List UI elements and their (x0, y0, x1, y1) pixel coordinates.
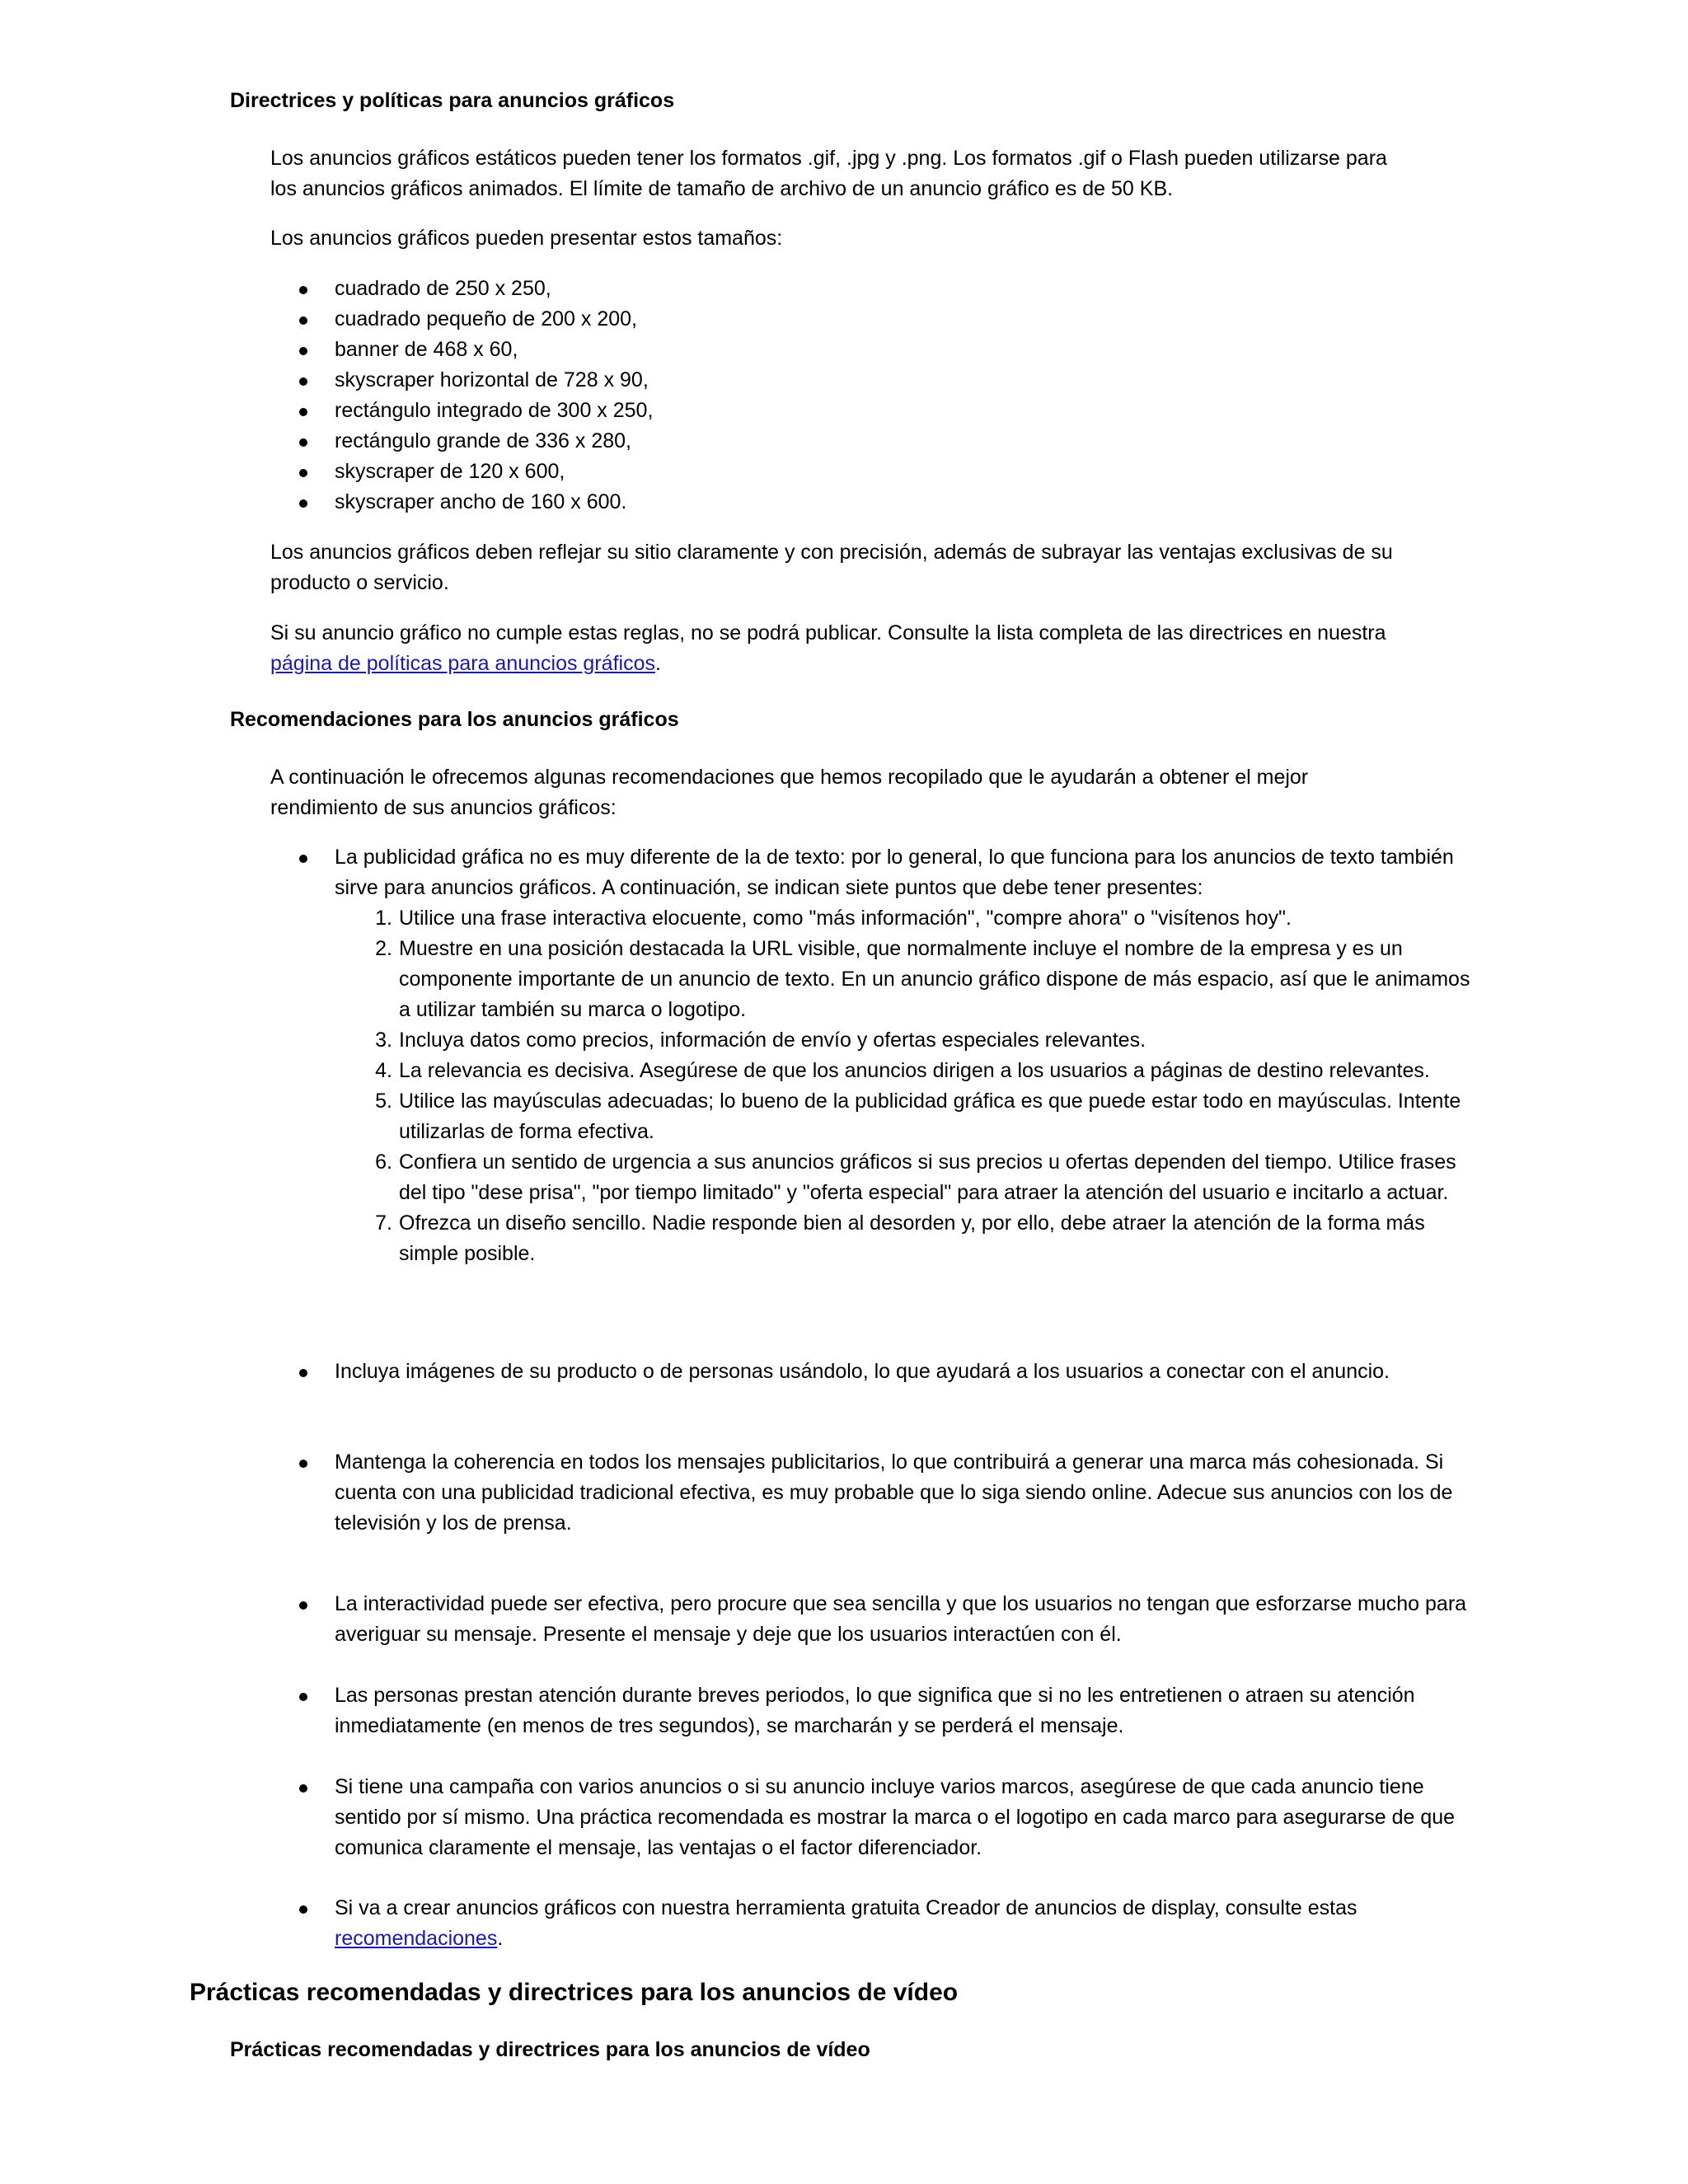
list-item: skyscraper horizontal de 728 x 90, (335, 365, 1472, 396)
recommendations-list-2 (270, 1357, 1472, 1387)
list-item: La publicidad gráfica no es muy diferente de la de texto: por lo general, lo que funciona para los anuncios de texto también sirve para anuncios gráficos. A continuación, se indican siete puntos que debe tener presentes: 1. Utilice una frase interactiva elocuente, como "más información", "compre ahora" o "visítenos hoy". 2. Muestre en una posición destacada la URL visible, que normalmente incluye el nombre de la empresa y es un componente importante de un anuncio de texto. En un anuncio gráfico dispone de más espacio, así que le animamos a utilizar también su marca o logotipo. 3. Incluya datos como precios, información de envío y ofertas especiales relevantes. 4. La relevancia es decisiva. Asegúrese de que los anuncios dirigen a los usuarios a páginas de destino relevantes. 5. Utilice las mayúsculas adecuadas; lo bueno de la publicidad gráfica es que puede estar todo en mayúsculas. Intente utilizarlas de forma efectiva. 6. Confiera un sentido de urgencia a sus anuncios gráficos si sus precios u ofertas dependen del tiempo. Utilice frases del tipo "dese prisa", "por tiempo limitado" y "oferta especial" para atraer la atención del usuario e incitarlo a actuar. 7. Ofrezca un diseño sencillo. Nadie responde bien al desorden y, por ello, debe atraer la atención de la forma más simple posible. (335, 842, 1472, 1269)
recommendations-list-7 (270, 1893, 1472, 1954)
bullet-icon (299, 438, 307, 447)
policies-paragraph-rules: Si su anuncio gráfico no cumple estas reglas, no se podrá publicar. Consulte la lista completa de las directrices en nuestra página de políticas para anuncios gráficos. (270, 621, 1386, 675)
video-subheading: Prácticas recomendadas y directrices para los anuncios de vídeo (230, 2038, 870, 2061)
bullet-icon (299, 316, 307, 325)
numbered-item: 1. Utilice una frase interactiva elocuente, como "más información", "compre ahora" o "visítenos hoy". (375, 907, 1292, 930)
list-item: skyscraper de 120 x 600, (335, 457, 1472, 487)
list-item: skyscraper ancho de 160 x 600. (335, 487, 1472, 518)
numbered-item: 6. Confiera un sentido de urgencia a sus anuncios gráficos si sus precios u ofertas dependen del tiempo. Utilice frases del tipo "dese prisa", "por tiempo limitado" y "oferta especial" para atraer la atención del usuario e incitarlo a actuar. (375, 1151, 1456, 1204)
list-item: Incluya imágenes de su producto o de personas usándolo, lo que ayudará a los usuarios a conectar con el anuncio. (335, 1357, 1472, 1387)
list-item: Si tiene una campaña con varios anuncios o si su anuncio incluye varios marcos, asegúrese de que cada anuncio tiene sentido por sí mismo. Una práctica recomendada es mostrar la marca o el logotipo en cada marco para asegurarse de que comunica claramente el mensaje, las ventajas o el factor diferenciador. (335, 1772, 1472, 1863)
list-item: rectángulo grande de 336 x 280, (335, 426, 1472, 457)
recommendations-list-1 (270, 842, 1472, 1269)
bullet-icon (299, 1369, 307, 1377)
list-item: Si va a crear anuncios gráficos con nuestra herramienta gratuita Creador de anuncios de display, consulte estas recomendaciones. (335, 1893, 1472, 1954)
list-item: Mantenga la coherencia en todos los mensajes publicitarios, lo que contribuirá a generar una marca más cohesionada. Si cuenta con una publicidad tradicional efectiva, es muy probable que lo siga siendo online. Adecue sus anuncios con los de televisión y los de prensa. (335, 1447, 1472, 1539)
bullet-icon (299, 1784, 307, 1793)
recommendations-list-5 (270, 1680, 1472, 1741)
numbered-item: 4. La relevancia es decisiva. Asegúrese de que los anuncios dirigen a los usuarios a páginas de destino relevantes. (375, 1059, 1430, 1082)
image-ad-policies-link[interactable]: página de políticas para anuncios gráficos (270, 652, 655, 675)
bullet-icon (299, 469, 307, 477)
bullet-icon (299, 1601, 307, 1610)
list-item: La interactividad puede ser efectiva, pero procure que sea sencilla y que los usuarios no tengan que esforzarse mucho para averiguar su mensaje. Presente el mensaje y deje que los usuarios interactúen con él. (335, 1589, 1472, 1650)
list-item: banner de 468 x 60, (335, 335, 1472, 365)
recommendations-list-3 (270, 1447, 1472, 1539)
numbered-item: 3. Incluya datos como precios, información de envío y ofertas especiales relevantes. (375, 1029, 1146, 1052)
recommendations-list-4 (270, 1589, 1472, 1650)
list-item: cuadrado de 250 x 250, (335, 274, 1472, 304)
recommendations-heading: Recomendaciones para los anuncios gráficos (230, 708, 679, 731)
bullet-icon (299, 286, 307, 294)
list-item: cuadrado pequeño de 200 x 200, (335, 304, 1472, 335)
numbered-item: 2. Muestre en una posición destacada la URL visible, que normalmente incluye el nombre de la empresa y es un componente importante de un anuncio de texto. En un anuncio gráfico dispone de más espacio, así que le animamos a utilizar también su marca o logotipo. (375, 937, 1470, 1021)
bullet-icon (299, 1693, 307, 1701)
list-item: rectángulo integrado de 300 x 250, (335, 396, 1472, 426)
bullet-icon (299, 499, 307, 508)
video-section-heading: Prácticas recomendadas y directrices para los anuncios de vídeo (190, 1979, 959, 2006)
policies-paragraph-formats: Los anuncios gráficos estáticos pueden tener los formatos .gif, .jpg y .png. Los formatos .gif o Flash pueden utilizarse para los anuncios gráficos animados. El límite de tamaño de archivo de un anuncio gráfico es de 50 KB. (270, 147, 1387, 200)
recommendations-list-6 (270, 1772, 1472, 1863)
bullet-icon (299, 408, 307, 416)
bullet-icon (299, 1460, 307, 1468)
seven-points-list (335, 903, 1472, 1269)
recommendations-intro: A continuación le ofrecemos algunas recomendaciones que hemos recopilado que le ayudarán a obtener el mejor rendimiento de sus anuncios gráficos: (270, 766, 1309, 819)
numbered-item: 7. Ofrezca un diseño sencillo. Nadie responde bien al desorden y, por ello, debe atraer la atención de la forma más simple posible. (375, 1212, 1425, 1265)
policies-paragraph-sizes-intro: Los anuncios gráficos pueden presentar estos tamaños: (270, 227, 783, 250)
bullet-icon (299, 377, 307, 386)
bullet-icon (299, 347, 307, 355)
recommendations-link[interactable]: recomendaciones (335, 1927, 498, 1950)
policies-heading: Directrices y políticas para anuncios gráficos (230, 89, 675, 112)
list-item: Las personas prestan atención durante breves periodos, lo que significa que si no les entretienen o atraen su atención inmediatamente (en menos de tres segundos), se marcharán y se perderá el mensaje. (335, 1680, 1472, 1741)
bullet-icon (299, 1905, 307, 1914)
numbered-item: 5. Utilice las mayúsculas adecuadas; lo bueno de la publicidad gráfica es que puede estar todo en mayúsculas. Intente utilizarlas de forma efectiva. (375, 1090, 1461, 1143)
policies-paragraph-reflect: Los anuncios gráficos deben reflejar su sitio claramente y con precisión, además de subrayar las ventajas exclusivas de su producto o servicio. (270, 541, 1393, 594)
ad-sizes-list (270, 274, 1472, 518)
bullet-icon (299, 855, 307, 863)
